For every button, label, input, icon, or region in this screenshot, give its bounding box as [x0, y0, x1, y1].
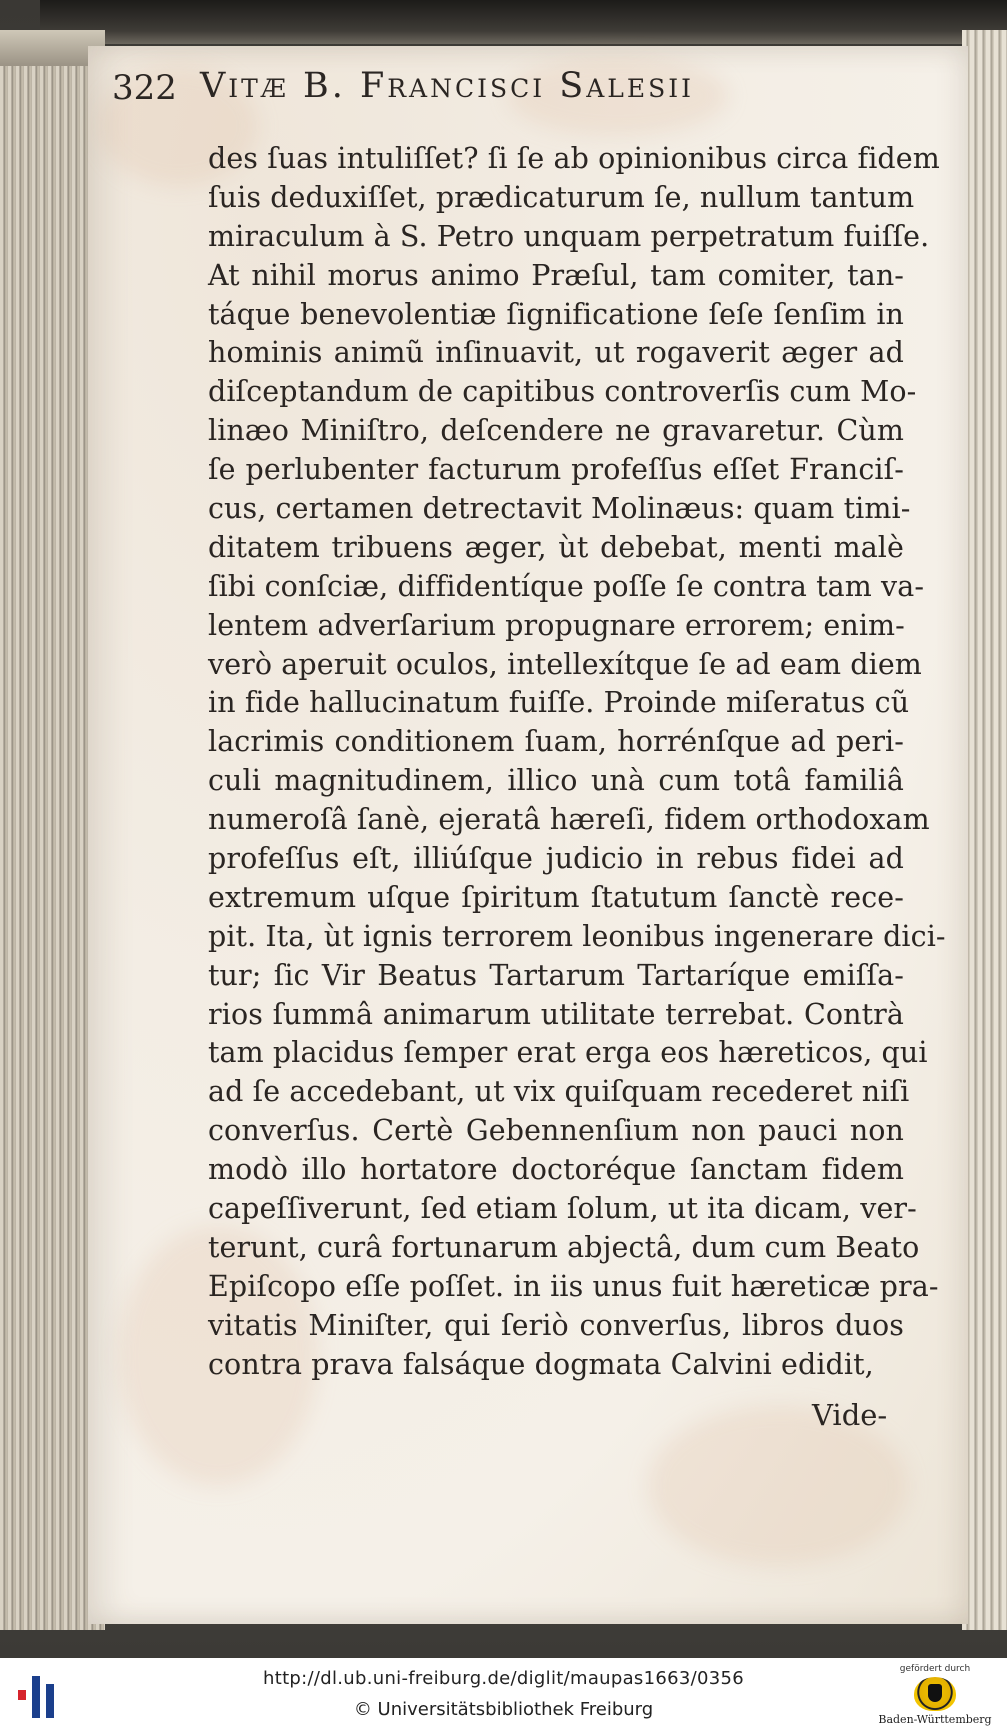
text-line: converſus. Certè Gebennenſium non pauci non — [208, 1114, 904, 1148]
text-line: verò aperuit oculos, intellexítque ſe ad eam diem — [208, 647, 922, 681]
text-line: numeroſâ ſanè, ejeratâ hæreſi, fidem orthodoxam — [208, 803, 930, 837]
text-line: in fide hallucinatum fuiſſe. Proinde miſeratus cũ — [208, 686, 910, 720]
text-line: At nihil morus animo Præſul, tam comiter, tan- — [208, 258, 904, 292]
text-line: tur; ſic Vir Beatus Tartarum Tartaríque emiſſa- — [208, 958, 904, 992]
text-line: ſuis deduxiſſet, prædicaturum ſe, nullum tantum — [208, 180, 915, 214]
text-line: extremum uſque ſpiritum ſtatutum ſanctè rece- — [208, 880, 904, 914]
text-line: lentem adverſarium propugnare errorem; enim- — [208, 608, 905, 642]
text-line: miraculum à S. Petro unquam perpetratum fuiſſe. — [208, 219, 930, 253]
text-line: lacrimis conditionem ſuam, horrénſque ad peri- — [208, 725, 904, 759]
text-line: ditatem tribuens æger, ùt debebat, menti malè — [208, 530, 904, 564]
text-line: modò illo hortatore doctoréque ſanctam fidem — [208, 1153, 904, 1187]
text-line: contra prava falsáque dogmata Calvini edidit, — [208, 1347, 874, 1381]
text-line: ſibi conſciæ, diffidentíque poſſe ſe contra tam va- — [208, 569, 925, 603]
text-line: cus, certamen detrectavit Molinæus: quam timi- — [208, 492, 911, 526]
text-line: rios ſummâ animarum utilitate terrebat. Contrà — [208, 997, 904, 1031]
text-line: Epiſcopo eſſe poſſet. in iis unus fuit hæreticæ pra- — [208, 1269, 939, 1303]
text-line: ad ſe accedebant, ut vix quiſquam recederet niſi — [208, 1075, 910, 1109]
running-head: Vitæ B. Francisci Salesii — [200, 66, 695, 106]
sponsor-logo — [870, 1662, 1000, 1728]
permalink-url[interactable]: http://dl.ub.uni-freiburg.de/diglit/maupas1663/0356 — [263, 1668, 744, 1689]
viewer-footer — [0, 1658, 1007, 1732]
text-line: des ſuas intuliſſet? ſi ſe ab opinionibus circa fidem — [208, 142, 940, 175]
text-line: linæo Miniſtro, deſcendere ne gravaretur. Cùm — [208, 414, 904, 448]
text-line: tam placidus ſemper erat erga eos hæreticos, qui — [208, 1036, 928, 1070]
catchword: Vide- — [812, 1398, 888, 1432]
sponsor-name: Baden-Württemberg — [878, 1713, 992, 1726]
text-line: capeſſiverunt, ſed etiam ſolum, ut ita dicam, ver- — [208, 1192, 917, 1226]
text-line: terunt, curâ fortunarum abjectâ, dum cum Beato — [208, 1230, 920, 1264]
book-top-rim — [40, 0, 1007, 44]
body-text — [208, 140, 946, 1385]
copyright-notice: © Universitätsbibliothek Freiburg — [353, 1699, 654, 1720]
text-line: diſceptandum de capitibus controverſis cum Mo- — [208, 375, 917, 409]
page-number: 322 — [112, 68, 177, 108]
book-page-edges-right — [962, 30, 1007, 1630]
text-line: vitatis Miniſter, qui ſeriò converſus, libros duos — [208, 1308, 904, 1342]
text-line: profeſſus eſt, illiúſque judicio in rebus fidei ad — [208, 842, 904, 876]
state-seal-icon — [914, 1677, 956, 1711]
text-line: táque benevolentiæ ſignificatione ſeſe ſenſim in — [208, 297, 904, 331]
text-line: hominis animũ inſinuavit, ut rogaverit æger ad — [208, 336, 904, 370]
text-line: ſe perlubenter facturum profeſſus eſſet Franciſ- — [208, 453, 904, 487]
text-line: culi magnitudinem, illico unà cum totâ familiâ — [208, 764, 904, 798]
text-line: pit. Ita, ùt ignis terrorem leonibus ingenerare dici- — [208, 919, 946, 953]
page-header — [112, 60, 872, 116]
sponsor-caption: gefördert durch — [899, 1664, 971, 1674]
